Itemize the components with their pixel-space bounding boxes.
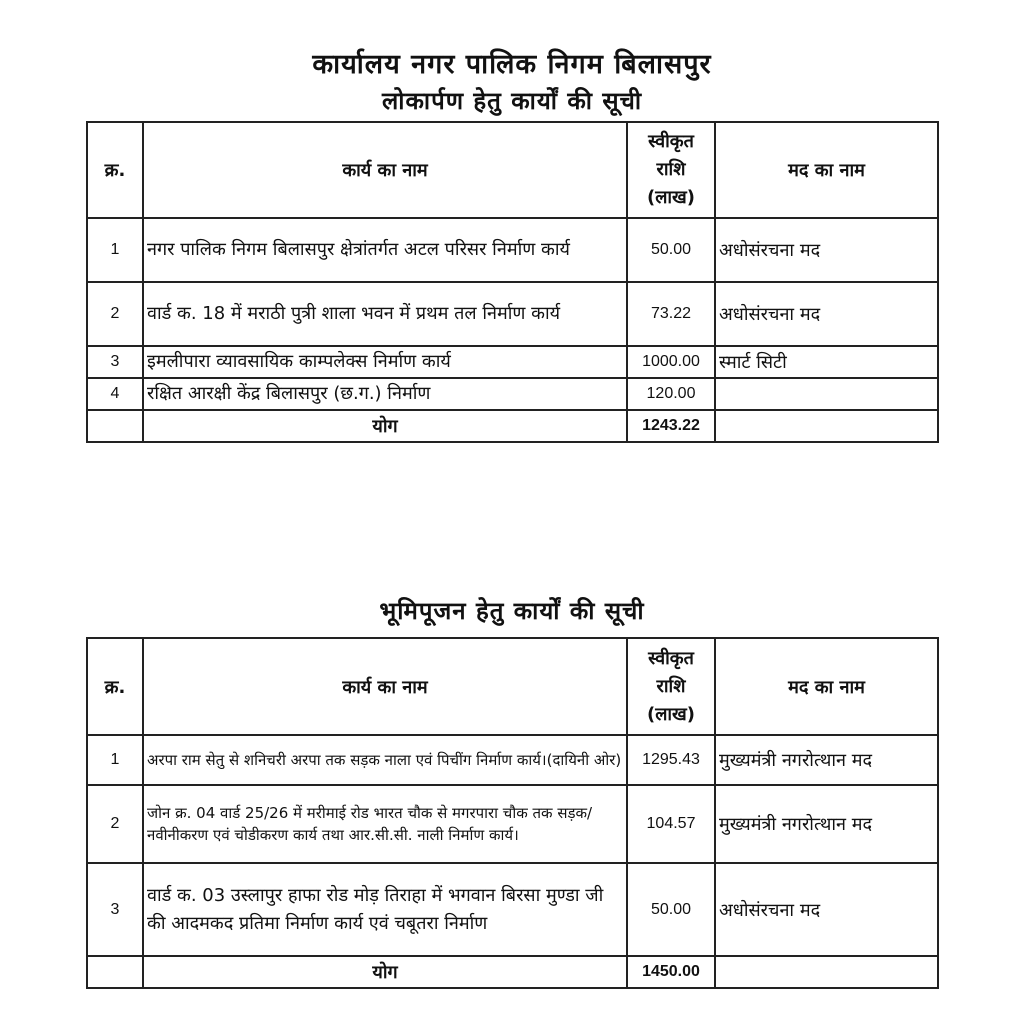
row-amount: 50.00 bbox=[627, 863, 715, 956]
row-head: अधोसंरचना मद bbox=[715, 282, 938, 346]
table-row bbox=[87, 282, 938, 346]
row-work-name: इमलीपारा व्यावसायिक काम्पलेक्स निर्माण कार्य bbox=[143, 346, 627, 378]
table-row bbox=[87, 863, 938, 956]
table-header-row bbox=[87, 638, 938, 735]
row-sno: 2 bbox=[87, 785, 143, 863]
inauguration-works-table bbox=[86, 121, 939, 443]
row-head: स्मार्ट सिटी bbox=[715, 346, 938, 378]
amount-header-line1: स्वीकृत bbox=[648, 647, 694, 669]
row-amount: 104.57 bbox=[627, 785, 715, 863]
total-sno-empty bbox=[87, 956, 143, 988]
amount-header-line1: स्वीकृत bbox=[648, 131, 694, 152]
row-head: मुख्यमंत्री नगरोत्थान मद bbox=[715, 785, 938, 863]
row-head: अधोसंरचना मद bbox=[715, 218, 938, 282]
col-header-head: मद का नाम bbox=[715, 638, 938, 735]
row-work-name: नगर पालिक निगम बिलासपुर क्षेत्रांतर्गत अटल परिसर निर्माण कार्य bbox=[143, 218, 627, 282]
row-head: अधोसंरचना मद bbox=[715, 863, 938, 956]
office-title: कार्यालय नगर पालिक निगम बिलासपुर bbox=[312, 49, 712, 80]
total-row bbox=[87, 956, 938, 988]
col-header-work-name: कार्य का नाम bbox=[143, 122, 627, 218]
total-sno-empty bbox=[87, 410, 143, 442]
row-work-name: अरपा राम सेतु से शनिचरी अरपा तक सड़क नाला एवं पिचींग निर्माण कार्य।(दायिनी ओर) bbox=[143, 735, 627, 785]
row-head bbox=[715, 378, 938, 410]
col-header-amount bbox=[627, 122, 715, 218]
total-head-empty bbox=[715, 410, 938, 442]
row-sno: 2 bbox=[87, 282, 143, 346]
inauguration-list-heading: लोकार्पण हेतु कार्यों की सूची bbox=[381, 87, 643, 115]
col-header-work-name: कार्य का नाम bbox=[143, 638, 627, 735]
row-head: मुख्यमंत्री नगरोत्थान मद bbox=[715, 735, 938, 785]
total-row bbox=[87, 410, 938, 442]
row-amount: 1295.43 bbox=[627, 735, 715, 785]
total-label: योग bbox=[143, 410, 627, 442]
row-amount: 73.22 bbox=[627, 282, 715, 346]
row-sno: 1 bbox=[87, 218, 143, 282]
total-label: योग bbox=[143, 956, 627, 988]
amount-header-line2: राशि bbox=[656, 675, 686, 697]
row-work-name: वार्ड क. 03 उस्लापुर हाफा रोड मोड़ तिराहा में भगवान बिरसा मुण्डा जी की आदमकद प्रतिमा निर्माण कार्य एवं चबूतरा निर्माण bbox=[143, 863, 627, 956]
total-amount: 1450.00 bbox=[627, 956, 715, 988]
table-row bbox=[87, 346, 938, 378]
row-amount: 1000.00 bbox=[627, 346, 715, 378]
row-amount: 50.00 bbox=[627, 218, 715, 282]
col-header-head: मद का नाम bbox=[715, 122, 938, 218]
total-head-empty bbox=[715, 956, 938, 988]
amount-header-line3: (लाख) bbox=[646, 187, 696, 208]
row-sno: 3 bbox=[87, 863, 143, 956]
row-work-name: जोन क्र. 04 वार्ड 25/26 में मरीमाई रोड भारत चौक से मगरपारा चौक तक सड़क/नवीनीकरण एवं चोडीकरण कार्य तथा आर.सी.सी. नाली निर्माण कार्य। bbox=[143, 785, 627, 863]
table-row bbox=[87, 218, 938, 282]
row-sno: 1 bbox=[87, 735, 143, 785]
amount-header-line3: (लाख) bbox=[646, 703, 696, 725]
foundation-list-heading: भूमिपूजन हेतु कार्यों की सूची bbox=[379, 597, 645, 625]
foundation-works-table bbox=[86, 637, 939, 989]
table-row bbox=[87, 378, 938, 410]
col-header-sno: क्र. bbox=[87, 638, 143, 735]
row-work-name: रक्षित आरक्षी केंद्र बिलासपुर (छ.ग.) निर्माण bbox=[143, 378, 627, 410]
row-sno: 4 bbox=[87, 378, 143, 410]
col-header-sno: क्र. bbox=[87, 122, 143, 218]
row-work-name: वार्ड क. 18 में मराठी पुत्री शाला भवन में प्रथम तल निर्माण कार्य bbox=[143, 282, 627, 346]
amount-header-line2: राशि bbox=[656, 159, 686, 180]
table-row bbox=[87, 785, 938, 863]
total-amount: 1243.22 bbox=[627, 410, 715, 442]
row-sno: 3 bbox=[87, 346, 143, 378]
table-header-row bbox=[87, 122, 938, 218]
row-amount: 120.00 bbox=[627, 378, 715, 410]
table-row bbox=[87, 735, 938, 785]
col-header-amount bbox=[627, 638, 715, 735]
